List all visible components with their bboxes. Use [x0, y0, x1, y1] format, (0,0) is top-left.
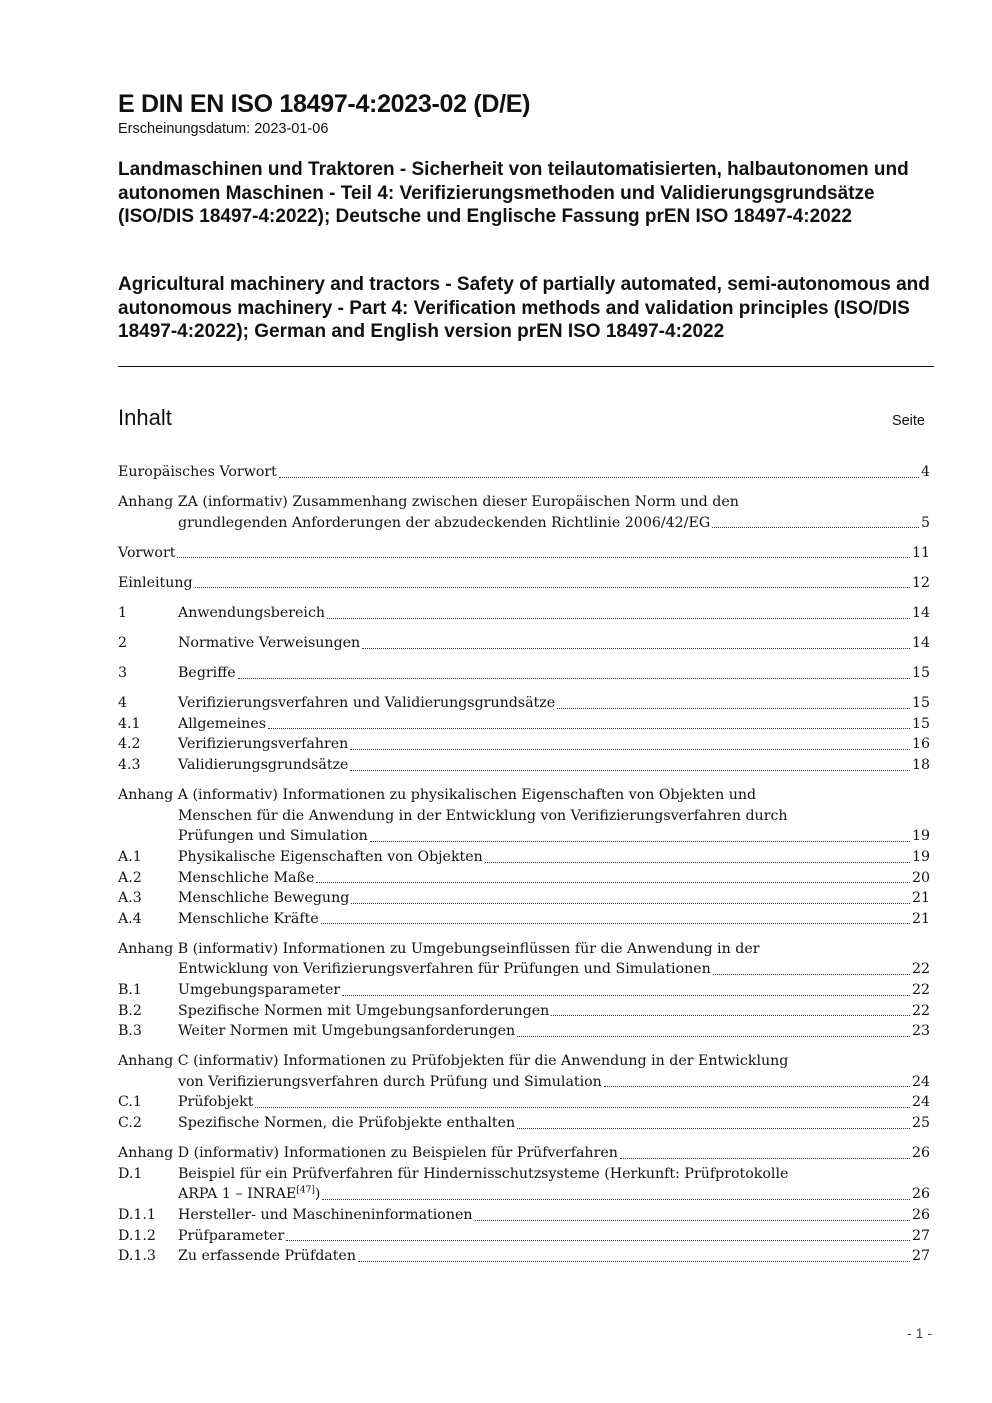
toc-entry-title [178, 1092, 253, 1113]
toc-entry-title [178, 909, 319, 930]
toc-entry-text-line: Anhang ZA (informativ) Zusammenhang zwischen dieser Europäischen Norm und den [118, 494, 739, 511]
toc-entry-title-suffix: ) [314, 1186, 321, 1203]
toc-page-number: 4 [920, 464, 930, 480]
dot-leader [322, 1199, 910, 1200]
toc-entry-number: D.1.1 [118, 1206, 156, 1223]
toc-entry-title [118, 462, 277, 483]
dot-leader [195, 587, 910, 588]
dot-leader [279, 477, 919, 478]
toc-entry-title [178, 1184, 320, 1205]
dot-leader [712, 527, 919, 528]
toc-entry-number: B.2 [118, 1002, 142, 1019]
dot-leader [177, 557, 910, 558]
toc-entry-number: 3 [118, 665, 128, 682]
toc-entry[interactable] [118, 1205, 930, 1226]
toc-entry-title-text: Europäisches Vorwort [118, 464, 277, 480]
document-id: E DIN EN ISO 18497-4:2023-02 (D/E) [118, 90, 531, 118]
toc-entry-title-text: Menschliche Kräfte [178, 910, 319, 927]
toc-entry-number: D.1.2 [118, 1227, 156, 1244]
toc-entry[interactable] [118, 573, 930, 594]
toc-group [118, 462, 930, 483]
toc-page-number: 26 [911, 1206, 930, 1223]
toc-entry-title-text: Anwendungsbereich [178, 604, 326, 621]
toc-page-number: 14 [911, 635, 930, 652]
toc-page-number: 27 [911, 1248, 930, 1265]
toc-entry[interactable] [118, 1051, 930, 1092]
toc-entry-title-text: Menschliche Bewegung [178, 890, 350, 907]
toc-page-number: 24 [911, 1073, 930, 1090]
toc-group [118, 663, 930, 684]
dot-leader [327, 618, 910, 619]
toc-entry-title [178, 1072, 602, 1093]
dot-leader [485, 862, 910, 863]
toc-entry[interactable] [118, 1246, 930, 1267]
toc-page-number: 19 [911, 828, 930, 845]
table-of-contents [118, 462, 930, 1276]
toc-page-number: 12 [911, 574, 930, 591]
toc-entry-title [178, 1226, 284, 1247]
toc-entry[interactable] [118, 603, 930, 624]
toc-page-number: 22 [911, 961, 930, 978]
toc-entry[interactable] [118, 693, 930, 714]
dot-leader [620, 1158, 910, 1159]
toc-page-number: 27 [911, 1227, 930, 1244]
toc-entry-title-text: Spezifische Normen mit Umgebungsanforderungen [178, 1002, 550, 1019]
toc-entry-title [118, 543, 175, 564]
toc-entry-title [178, 513, 710, 534]
toc-page-number: 23 [911, 1023, 930, 1040]
toc-entry[interactable] [118, 1092, 930, 1113]
toc-entry-title-text: Einleitung [118, 574, 193, 591]
toc-group [118, 543, 930, 564]
toc-group [118, 939, 930, 1042]
toc-entry[interactable] [118, 1001, 930, 1022]
dot-leader [557, 708, 910, 709]
toc-page-number: 19 [911, 848, 930, 865]
toc-entry-title-text: von Verifizierungsverfahren durch Prüfung und Simulation [178, 1073, 602, 1090]
toc-entry-number: A.3 [118, 890, 142, 907]
dot-leader [604, 1086, 910, 1087]
toc-entry-title [178, 734, 348, 755]
dot-leader [358, 1261, 910, 1262]
toc-entry-title-text: Allgemeines [178, 715, 266, 732]
toc-entry-title-text: grundlegenden Anforderungen der abzudeckenden Richtlinie 2006/42/EG [178, 514, 711, 531]
toc-page-number: 24 [911, 1094, 930, 1111]
toc-entry[interactable] [118, 1226, 930, 1247]
toc-entry-title-text: Spezifische Normen, die Prüfobjekte enthalten [178, 1115, 516, 1132]
toc-page-number: 20 [911, 869, 930, 886]
dot-leader [351, 903, 910, 904]
toc-entry-title [178, 847, 483, 868]
toc-group [118, 492, 930, 533]
toc-entry-number: 1 [118, 604, 128, 621]
toc-entry[interactable] [118, 633, 930, 654]
toc-entry-title [178, 1021, 515, 1042]
toc-entry-title [178, 868, 314, 889]
toc-entry[interactable] [118, 1143, 930, 1164]
toc-entry-text-line: Anhang A (informativ) Informationen zu physikalischen Eigenschaften von Objekten und [118, 787, 757, 804]
toc-entry[interactable] [118, 909, 930, 930]
toc-page-number: 22 [911, 1002, 930, 1019]
toc-entry-text-line: Menschen für die Anwendung in der Entwicklung von Verifizierungsverfahren durch [178, 807, 788, 824]
toc-entry-title [178, 826, 368, 847]
toc-entry-number: B.1 [118, 981, 142, 998]
dot-leader [350, 770, 909, 771]
toc-entry-title [178, 1205, 473, 1226]
dot-leader [286, 1240, 910, 1241]
toc-page-number: 15 [911, 665, 930, 682]
toc-page-number: 25 [911, 1115, 930, 1132]
toc-entry-number: B.3 [118, 1023, 142, 1040]
toc-page-label: Seite [891, 413, 925, 429]
toc-entry[interactable] [118, 980, 930, 1001]
dot-leader [316, 882, 910, 883]
toc-entry[interactable] [118, 888, 930, 909]
dot-leader [350, 749, 910, 750]
toc-entry-number: C.1 [118, 1094, 142, 1111]
toc-entry-title-text: Validierungsgrundsätze [178, 757, 349, 774]
toc-entry-number: C.2 [118, 1115, 142, 1132]
toc-page-number: 14 [911, 604, 930, 621]
toc-entry-title-text: Zu erfassende Prüfdaten [178, 1248, 356, 1265]
toc-entry[interactable] [118, 1021, 930, 1042]
dot-leader [321, 923, 910, 924]
toc-page-number: 26 [911, 1186, 930, 1203]
toc-entry-text-line: Anhang C (informativ) Informationen zu Prüfobjekten für die Anwendung in der Entwicklung [118, 1053, 789, 1070]
toc-entry[interactable] [118, 785, 930, 847]
toc-page-number: 21 [911, 890, 930, 907]
toc-entry-title-text: Vorwort [118, 544, 176, 561]
toc-group [118, 1143, 930, 1267]
toc-page-number: 5 [920, 514, 930, 531]
toc-page-number: 18 [911, 757, 930, 774]
toc-entry-title-text: ARPA 1 – INRAE [178, 1186, 297, 1203]
toc-entry[interactable] [118, 1113, 930, 1134]
toc-entry-number: 4.3 [118, 757, 141, 774]
toc-entry[interactable] [118, 462, 930, 483]
toc-page-number: 16 [911, 736, 930, 753]
toc-entry-title [178, 1246, 356, 1267]
toc-group [118, 693, 930, 775]
toc-entry[interactable] [118, 543, 930, 564]
toc-group [118, 573, 930, 594]
toc-entry-title [118, 1143, 618, 1164]
toc-entry-number: D.1 [118, 1165, 143, 1182]
toc-page-number: 22 [911, 981, 930, 998]
toc-entry[interactable] [118, 663, 930, 684]
toc-entry-title [178, 959, 711, 980]
toc-entry[interactable] [118, 714, 930, 735]
toc-entry[interactable] [118, 492, 930, 533]
toc-entry-number: A.1 [118, 848, 142, 865]
toc-entry-title [178, 633, 360, 654]
toc-entry-title [178, 1113, 515, 1134]
dot-leader [255, 1107, 910, 1108]
toc-entry[interactable] [118, 939, 930, 980]
toc-entry-title-text: Begriffe [178, 665, 236, 682]
toc-entry-title-text: Umgebungsparameter [178, 981, 341, 998]
toc-group [118, 633, 930, 654]
toc-entry-number: 4.1 [118, 715, 141, 732]
toc-entry[interactable] [118, 1164, 930, 1205]
toc-entry-number: A.4 [118, 910, 142, 927]
toc-entry[interactable] [118, 734, 930, 755]
toc-entry-title [178, 603, 325, 624]
toc-entry[interactable] [118, 847, 930, 868]
toc-page-number: 21 [911, 910, 930, 927]
toc-entry-text-line: Beispiel für ein Prüfverfahren für Hindernisschutzsysteme (Herkunft: Prüfprotokolle [178, 1165, 789, 1182]
reference-superscript: [47] [296, 1185, 315, 1196]
toc-entry-title [178, 1001, 549, 1022]
toc-page-number: 11 [911, 544, 930, 561]
toc-entry-title-text: Verifizierungsverfahren und Validierungsgrundsätze [178, 695, 556, 712]
dot-leader [517, 1128, 910, 1129]
toc-entry-title-text: Normative Verweisungen [178, 635, 361, 652]
toc-entry-title-text: Hersteller- und Maschineninformationen [178, 1206, 473, 1223]
title-english: Agricultural machinery and tractors - Safety of partially automated, semi-autonomous and autonomous machinery - Part 4: Verification methods and validation principles (ISO/DIS 18497-4:2022); German and English version prEN ISO 18497-4:2022 [118, 274, 930, 342]
toc-entry-title-text: Prüfobjekt [178, 1094, 254, 1111]
toc-entry-title [178, 663, 236, 684]
toc-entry-title-text: Verifizierungsverfahren [178, 736, 349, 753]
dot-leader [370, 841, 910, 842]
toc-entry-title-text: Weiter Normen mit Umgebungsanforderungen [178, 1023, 516, 1040]
toc-entry-title-text: Physikalische Eigenschaften von Objekten [178, 848, 483, 865]
toc-entry-title [118, 573, 193, 594]
page-number: - 1 - [907, 1325, 932, 1341]
toc-group [118, 1051, 930, 1133]
toc-entry[interactable] [118, 755, 930, 776]
dot-leader [342, 995, 910, 996]
toc-page-number: 26 [911, 1145, 930, 1162]
toc-heading: Inhalt [118, 405, 172, 430]
dot-leader [238, 678, 910, 679]
toc-entry-title [178, 888, 349, 909]
title-divider [118, 366, 934, 367]
toc-entry-title [178, 980, 340, 1001]
dot-leader [713, 974, 910, 975]
toc-entry-title-text: Prüfungen und Simulation [178, 828, 368, 845]
toc-page-number: 15 [911, 715, 930, 732]
dot-leader [362, 648, 910, 649]
dot-leader [517, 1036, 910, 1037]
publication-date: Erscheinungsdatum: 2023-01-06 [118, 121, 329, 137]
dot-leader [268, 728, 910, 729]
toc-entry-number: D.1.3 [118, 1248, 156, 1265]
toc-entry[interactable] [118, 868, 930, 889]
toc-page-number: 15 [911, 695, 930, 712]
toc-entry-title [178, 755, 348, 776]
toc-entry-title-text: Menschliche Maße [178, 869, 315, 886]
toc-entry-number: 4 [118, 695, 128, 712]
toc-group [118, 785, 930, 929]
toc-entry-title-text: Prüfparameter [178, 1227, 285, 1244]
toc-entry-number: 2 [118, 635, 128, 652]
toc-entry-title-text: Entwicklung von Verifizierungsverfahren für Prüfungen und Simulationen [178, 961, 711, 978]
toc-entry-title-text: Anhang D (informativ) Informationen zu Beispielen für Prüfverfahren [118, 1145, 618, 1162]
toc-entry-text-line: Anhang B (informativ) Informationen zu Umgebungseinflüssen für die Anwendung in der [118, 940, 760, 957]
toc-entry-number: A.2 [118, 869, 142, 886]
dot-leader [551, 1015, 910, 1016]
title-german: Landmaschinen und Traktoren - Sicherheit von teilautomatisierten, halbautonomen und autonomen Maschinen - Teil 4: Verifizierungsmethoden und Validierungsgrundsätze (ISO/DIS 18497-4:2022); Deutsche und Englische Fassung prEN ISO 18497-4:2022 [118, 159, 909, 227]
dot-leader [475, 1220, 910, 1221]
toc-entry-title [178, 714, 266, 735]
toc-entry-title [178, 693, 555, 714]
toc-group [118, 603, 930, 624]
toc-entry-number: 4.2 [118, 736, 141, 753]
